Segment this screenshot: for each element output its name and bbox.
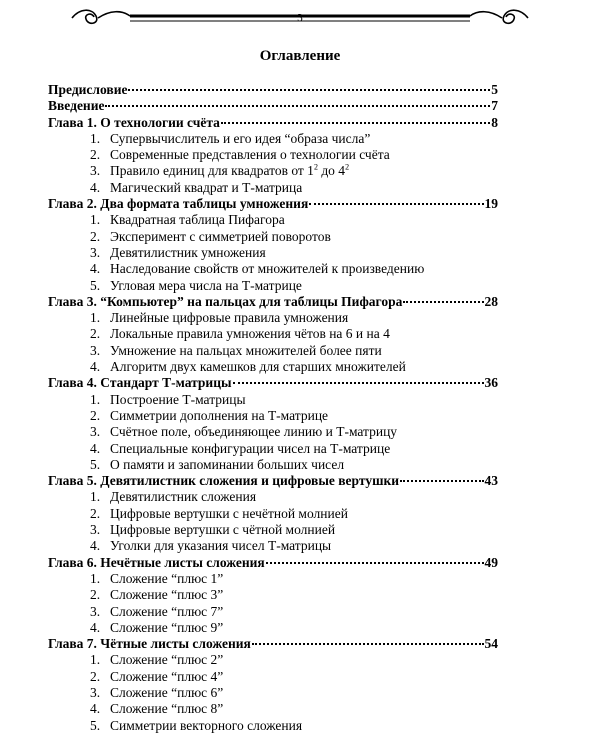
toc-subentry-number: 2. [90,587,101,603]
toc-subentry[interactable] [48,685,498,701]
toc-subentry-text: Правило единиц для квадратов от $1^2$ до $4^2$ [110,162,350,179]
toc-subentry-text: Угловая мера числа на Т-матрице [110,277,302,293]
toc-subentry[interactable] [48,620,498,636]
toc-subentry-number: 2. [90,228,101,244]
toc-subentry-number: 4. [90,261,101,277]
toc-subentry[interactable] [48,441,498,457]
toc-subentry-number: 2. [90,668,101,684]
toc-subentry-text: Построение Т-матрицы [110,391,246,407]
toc-subentry-text: Современные представления о технологии счёта [110,147,390,163]
toc-subentry-text: Эксперимент с симметрией поворотов [110,228,331,244]
toc-subentry-number: 4. [90,359,101,375]
toc-subentry-number: 4. [90,440,101,456]
toc-subentry-number: 1. [90,652,101,668]
toc-subentry[interactable] [48,261,498,277]
toc-subentry-text: Сложение “плюс 1” [110,570,224,586]
toc-entry[interactable] [48,196,498,212]
toc-subentry[interactable] [48,229,498,245]
toc-subentry[interactable] [48,326,498,342]
dot-leader [128,89,490,91]
toc-entry-label: Глава 7. Чётные листы сложения [48,636,251,652]
toc-subentry[interactable] [48,424,498,440]
dot-leader [105,105,490,107]
toc-subentry-number: 5. [90,277,101,293]
toc-subentry-text: Сложение “плюс 9” [110,619,224,635]
toc-subentry[interactable] [48,604,498,620]
toc-entry-page: 28 [484,293,498,309]
toc-subentry-text: Локальные правила умножения чётов на 6 и на 4 [110,326,390,342]
toc-entry-label: Глава 5. Девятилистник сложения и цифровые вертушки [48,473,400,489]
toc-subentry-text: Сложение “плюс 8” [110,701,224,717]
toc-entry[interactable] [48,375,498,391]
toc-subentry[interactable] [48,489,498,505]
toc-subentry-number: 3. [90,424,101,440]
toc-entry[interactable] [48,636,498,652]
toc-subentry-text: Сложение “плюс 2” [110,652,224,668]
toc-subentry[interactable] [48,212,498,228]
dot-leader [233,382,484,384]
toc-subentry-number: 4. [90,179,101,195]
toc-subentry[interactable] [48,718,498,734]
toc-subentry-number: 2. [90,326,101,342]
toc-subentry[interactable] [48,669,498,685]
toc-subentry[interactable] [48,571,498,587]
toc-subentry-number: 4. [90,701,101,717]
toc-subentry-text: Цифровые вертушки с чётной молнией [110,522,336,538]
toc-subentry[interactable] [48,408,498,424]
toc-subentry-number: 3. [90,163,101,179]
toc-entry[interactable] [48,294,498,310]
toc-subentry[interactable] [48,522,498,538]
toc-entry-page: 7 [491,98,498,114]
dot-leader [400,480,483,482]
toc-subentry[interactable] [48,131,498,147]
toc-subentry-number: 5. [90,456,101,472]
toc-subentry-text: Сложение “плюс 4” [110,668,224,684]
toc-subentry-number: 1. [90,130,101,146]
toc-entry-page: 36 [484,375,498,391]
toc-subentry-text: Магический квадрат и Т-матрица [110,179,303,195]
toc-subentry-text: Специальные конфигурации чисел на Т-матрице [110,440,391,456]
toc-entry-label: Глава 1. О технологии счёта [48,114,220,130]
toc-subentry[interactable] [48,343,498,359]
toc-entry[interactable] [48,82,498,98]
toc-subentry-text: Сложение “плюс 3” [110,587,224,603]
toc-subentry[interactable] [48,163,498,179]
toc-subentry-number: 1. [90,489,101,505]
toc-subentry[interactable] [48,538,498,554]
toc-subentry-text: Уголки для указания чисел Т-матрицы [110,538,332,554]
toc-entry-label: Глава 4. Стандарт Т-матрицы [48,375,232,391]
toc-subentry[interactable] [48,701,498,717]
toc-subentry-text: Умножение на пальцах множителей более пяти [110,342,382,358]
toc-subentry[interactable] [48,652,498,668]
toc-subentry-text: О памяти и запоминании больших чисел [110,456,345,472]
toc-subentry-number: 5. [90,717,101,733]
toc-subentry-number: 3. [90,244,101,260]
toc-entry[interactable] [48,115,498,131]
toc-entry-page: 5 [491,82,498,97]
toc-subentry-number: 2. [90,505,101,521]
toc-subentry-text: Девятилистник умножения [110,244,266,260]
toc-subentry-text: Наследование свойств от множителей к произведению [110,261,425,277]
toc-subentry-text: Симметрии дополнения на Т-матрице [110,407,329,423]
toc-subentry-number: 3. [90,603,101,619]
toc-subentry[interactable] [48,180,498,196]
toc-subentry-text: Алгоритм двух камешков для старших множителей [110,359,406,375]
toc-entry-page: 19 [484,196,498,212]
toc-subentry-text: Девятилистник сложения [110,489,257,505]
toc-entry-page: 43 [484,473,498,489]
toc-entry-page: 8 [491,114,498,130]
toc-entry-label: Глава 6. Нечётные листы сложения [48,554,265,570]
toc-entry[interactable] [48,555,498,571]
toc-entry-label: Введение [48,98,105,114]
toc-subentry-text: Сложение “плюс 6” [110,684,224,700]
table-of-contents [48,82,498,734]
dot-leader [252,643,484,645]
toc-subentry[interactable] [48,147,498,163]
toc-entry-page: 49 [484,554,498,570]
toc-subentry-text: Симметрии векторного сложения [110,717,303,733]
dot-leader [309,203,483,205]
toc-subentry-number: 2. [90,147,101,163]
dot-leader [403,301,483,303]
toc-subentry-number: 1. [90,570,101,586]
toc-entry[interactable] [48,473,498,489]
toc-subentry-number: 3. [90,684,101,700]
page-title: Оглавление [259,48,341,64]
toc-entry-label: Предисловие [48,82,128,97]
toc-subentry-number: 1. [90,310,101,326]
toc-subentry-number: 3. [90,522,101,538]
dot-leader [221,122,490,124]
page-header [0,0,600,40]
toc-subentry[interactable] [48,392,498,408]
page-number: 3 [297,12,303,24]
toc-subentry-number: 1. [90,391,101,407]
toc-subentry[interactable] [48,245,498,261]
dot-leader [266,562,484,564]
toc-subentry[interactable] [48,359,498,375]
toc-subentry-text: Супервычислитель и его идея “образа числа” [110,130,371,146]
toc-subentry[interactable] [48,278,498,294]
toc-entry-label: Глава 3. “Компьютер” на пальцах для таблицы Пифагора [48,293,403,309]
toc-subentry-text: Линейные цифровые правила умножения [110,310,349,326]
toc-subentry-text: Сложение “плюс 7” [110,603,224,619]
toc-entry-page: 54 [484,636,498,652]
toc-subentry-number: 1. [90,212,101,228]
toc-subentry-text: Квадратная таблица Пифагора [110,212,285,228]
toc-subentry-number: 2. [90,407,101,423]
toc-subentry-number: 4. [90,619,101,635]
toc-subentry-text: Счётное поле, объединяющее линию и Т-матрицу [110,424,398,440]
toc-entry[interactable] [48,98,498,114]
toc-subentry[interactable] [48,457,498,473]
toc-subentry[interactable] [48,506,498,522]
toc-subentry-number: 3. [90,342,101,358]
toc-subentry[interactable] [48,310,498,326]
toc-subentry-text: Цифровые вертушки с нечётной молнией [110,505,348,521]
toc-entry-label: Глава 2. Два формата таблицы умножения [48,196,309,212]
toc-subentry-number: 4. [90,538,101,554]
toc-subentry[interactable] [48,587,498,603]
